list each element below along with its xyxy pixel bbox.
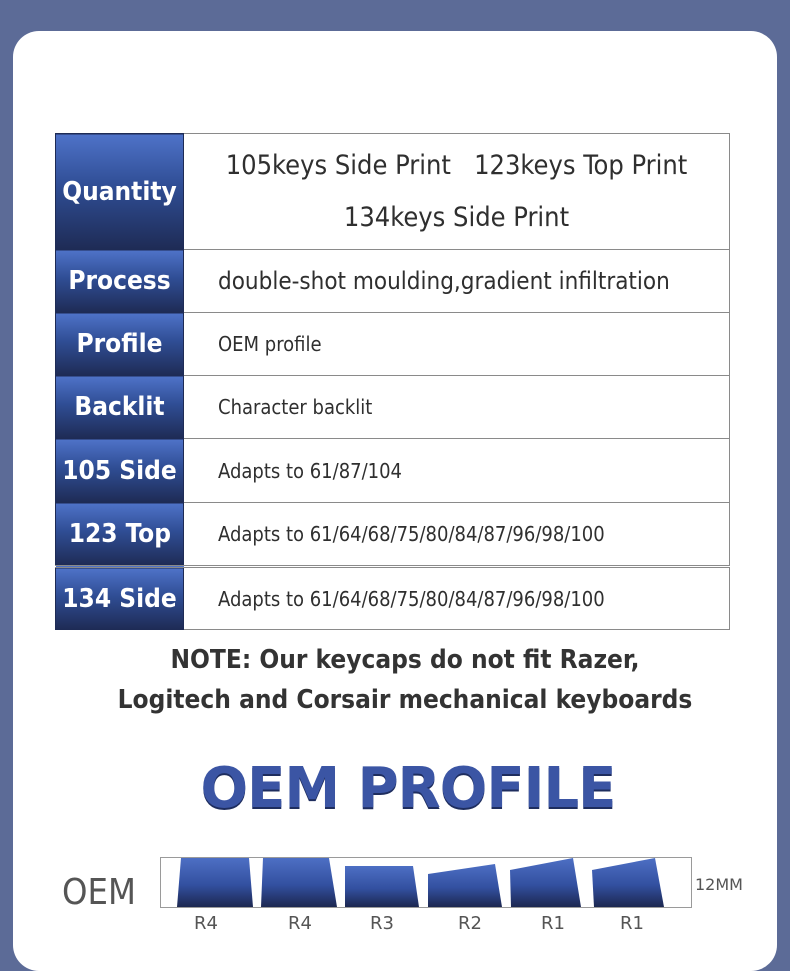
row-label-r2: R2 <box>458 913 482 934</box>
spec-value-backlit: Character backlit <box>184 376 730 439</box>
spec-row-123-top <box>56 503 730 567</box>
spec-row-105-side <box>56 439 730 503</box>
spec-value-123-top: Adapts to 61/64/68/75/80/84/87/96/98/100 <box>184 503 730 567</box>
row-label-r3: R3 <box>370 913 394 934</box>
spec-label-105-side: 105 Side <box>56 439 184 503</box>
profile-name-label: OEM <box>62 872 136 913</box>
spec-value-quantity <box>184 134 730 250</box>
spec-row-process <box>56 250 730 313</box>
row-label-r1-b: R1 <box>620 913 644 934</box>
row-label-r4-a: R4 <box>194 913 218 934</box>
keycap-profile-svg <box>161 858 691 907</box>
note-line-2: Logitech and Corsair mechanical keyboards <box>117 685 693 715</box>
spec-value-105-side: Adapts to 61/87/104 <box>184 439 730 503</box>
spec-value-134-side: Adapts to 61/64/68/75/80/84/87/96/98/100 <box>184 567 730 630</box>
row-label-r1-a: R1 <box>541 913 565 934</box>
spec-label-profile: Profile <box>56 313 184 376</box>
spec-table <box>55 133 730 630</box>
quantity-line-1: 105keys Side Print 123keys Top Print <box>225 149 688 181</box>
note-line-1: NOTE: Our keycaps do not fit Razer, <box>170 645 640 675</box>
profile-title: OEM PROFILE <box>200 756 616 821</box>
spec-row-134-side <box>56 567 730 630</box>
keycap-r3 <box>345 866 419 907</box>
keycap-r1-a <box>510 858 581 907</box>
keycap-r4-a <box>177 858 253 907</box>
spec-row-profile <box>56 313 730 376</box>
quantity-line-2: 134keys Side Print <box>343 201 570 233</box>
spec-value-process: double-shot moulding,gradient infiltration <box>184 250 730 313</box>
spec-row-backlit <box>56 376 730 439</box>
spec-label-123-top <box>56 503 184 567</box>
spec-label-123-top-text: 123 Top <box>68 519 171 549</box>
keycap-r1-b <box>592 858 664 907</box>
spec-label-quantity: Quantity <box>56 134 184 250</box>
compatibility-note <box>100 640 710 720</box>
keycap-r4-b <box>261 858 337 907</box>
keycap-profile-diagram <box>160 857 692 908</box>
keycap-r2 <box>428 864 502 907</box>
spec-label-process: Process <box>56 250 184 313</box>
spec-row-quantity <box>56 134 730 250</box>
row-label-r4-b: R4 <box>288 913 312 934</box>
profile-height-label: 12MM <box>695 875 743 894</box>
spec-label-134-side: 134 Side <box>56 567 184 630</box>
spec-label-backlit: Backlit <box>56 376 184 439</box>
spec-value-profile: OEM profile <box>184 313 730 376</box>
